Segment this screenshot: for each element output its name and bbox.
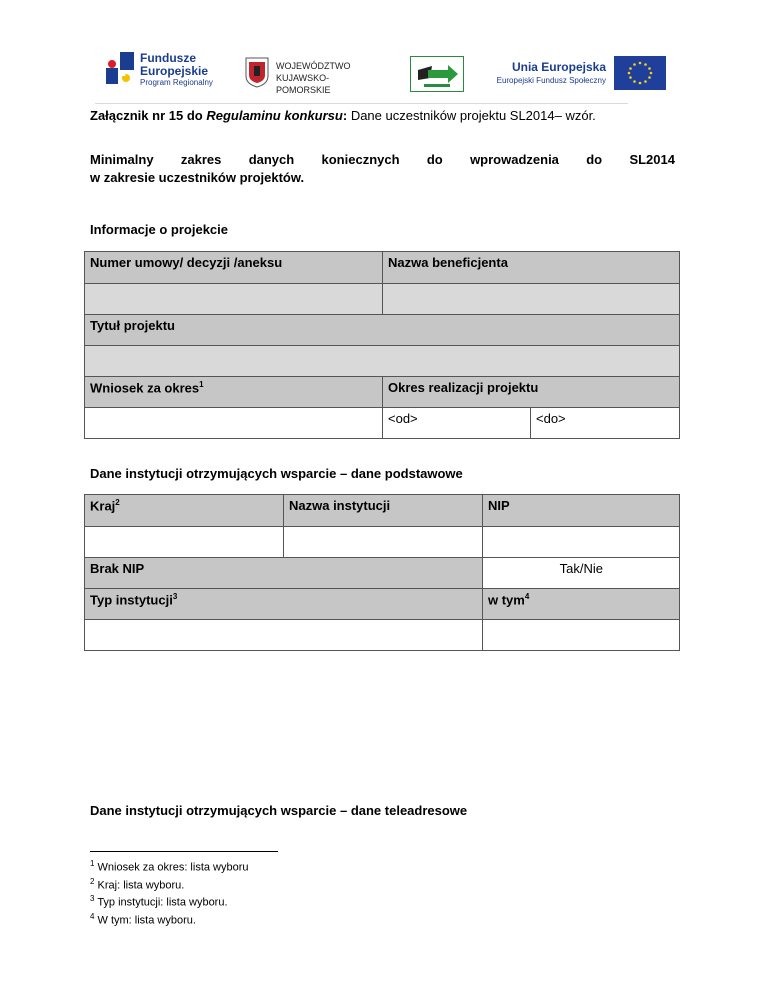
footnote: $^2$ Kraj: lista wyboru. — [90, 876, 185, 892]
beneficjent-field[interactable] — [383, 284, 680, 315]
typ-instytucji-field[interactable] — [85, 620, 483, 651]
title-colon: : — [342, 108, 348, 123]
green-arrow-logo-icon — [410, 56, 464, 92]
nazwa-instytucji-label: Nazwa instytucji — [284, 495, 483, 527]
intro-w1: Minimalny — [90, 152, 154, 167]
eu-flag-icon — [614, 56, 666, 90]
footnote-ref-2: 2 — [115, 498, 120, 507]
typ-instytucji-label: Typ instytucji$^3$ — [85, 589, 483, 620]
nip-label: NIP — [483, 495, 680, 527]
brak-nip-label: Brak NIP — [85, 558, 483, 589]
fe-line2: Europejskie — [140, 63, 209, 78]
intro-w7: do — [586, 152, 603, 167]
kraj-label: Kraj$^2$ — [85, 495, 284, 527]
intro-w6: wprowadzenia — [470, 152, 559, 167]
od-field[interactable]: <od> — [383, 408, 531, 439]
footnotes — [90, 857, 249, 928]
logo-fundusze-europejskie — [100, 50, 230, 92]
umowa-label: Numer umowy/ decyzji /aneksu — [85, 252, 383, 284]
attachment-title — [90, 108, 596, 123]
footnote: $^4$ W tym: lista wyboru. — [90, 911, 196, 927]
footnote: $^1$ Wniosek za okres: lista wyboru — [90, 859, 249, 874]
logo-wojewodztwo — [244, 56, 379, 95]
ue-line2: Europejski Fundusz Społeczny — [496, 76, 606, 85]
intro-w2: zakres — [180, 152, 222, 167]
teleadres-heading: Dane instytucji otrzymujących wsparcie – dane teleadresowe — [90, 803, 468, 818]
title-italic: Regulaminu konkursu — [206, 108, 343, 123]
wniosek-label: Wniosek za okres$^1$ — [85, 377, 383, 408]
nazwa-instytucji-field[interactable] — [284, 527, 483, 558]
title-prefix: Załącznik nr 15 do — [90, 108, 207, 123]
logo-unia-europejska — [488, 56, 668, 92]
beneficjent-label: Nazwa beneficjenta — [383, 252, 680, 284]
footnote-ref-3: 3 — [172, 592, 178, 601]
okres-label: Okres realizacji projektu — [383, 377, 680, 408]
kraj-field[interactable] — [85, 527, 284, 558]
header-divider — [95, 103, 628, 104]
intro-line2: w zakresie uczestników projektów. — [90, 170, 305, 185]
nip-field[interactable] — [483, 527, 680, 558]
footnote-separator — [90, 851, 278, 852]
tytul-field[interactable] — [85, 346, 680, 377]
umowa-field[interactable] — [85, 284, 383, 315]
intro-w5: do — [426, 152, 443, 167]
fe-line3: Program Regionalny — [140, 78, 213, 88]
brak-nip-field[interactable]: Tak/Nie — [483, 558, 680, 589]
woj-line2: KUJAWSKO-POMORSKIE — [276, 73, 331, 95]
title-rest: Dane uczestników projektu SL2014– wzór. — [347, 108, 596, 123]
wtym-label: w tym$^4$ — [483, 589, 680, 620]
intro-w8: SL2014 — [629, 152, 675, 167]
footnote: $^3$ Typ instytucji: lista wyboru. — [90, 894, 228, 909]
coat-of-arms-icon — [244, 56, 270, 88]
do-field[interactable]: <do> — [531, 408, 680, 439]
footnote-ref-4: 4 — [524, 592, 530, 601]
intro-w3: danych — [248, 152, 295, 167]
fe-line1: Fundusze — [140, 51, 196, 65]
tytul-label: Tytuł projektu — [85, 315, 680, 346]
intro-line1 — [90, 152, 675, 167]
intro-w4: koniecznych — [321, 152, 400, 167]
wtym-field[interactable] — [483, 620, 680, 651]
institution-heading: Dane instytucji otrzymujących wsparcie – dane podstawowe — [90, 466, 463, 481]
project-table — [84, 251, 680, 439]
wniosek-field[interactable] — [85, 408, 383, 439]
institution-table — [84, 494, 680, 651]
woj-line1: WOJEWÓDZTWO — [276, 61, 351, 71]
fundusze-europejskie-icon — [100, 50, 136, 90]
project-heading: Informacje o projekcie — [90, 222, 228, 237]
ue-line1: Unia Europejska — [511, 60, 606, 74]
footnote-ref-1: 1 — [199, 380, 204, 389]
